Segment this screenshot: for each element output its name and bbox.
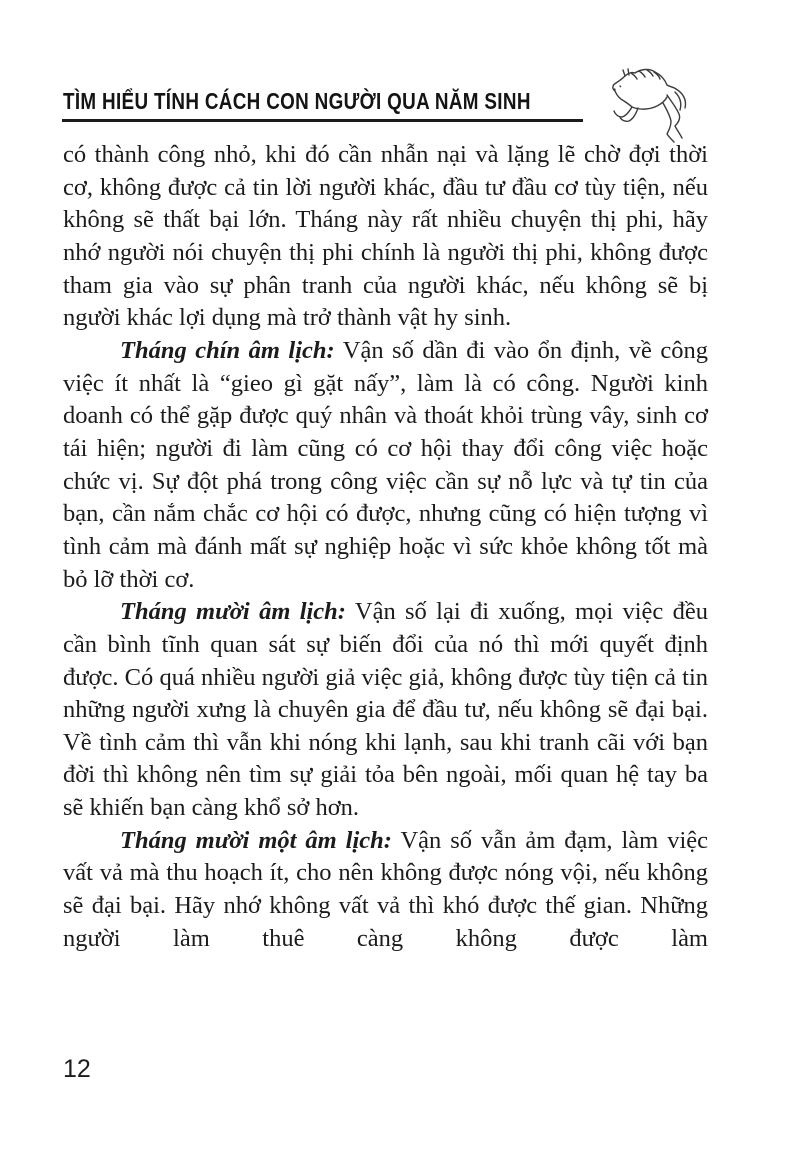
paragraph-lead: Tháng mười một âm lịch: (120, 826, 392, 854)
paragraph-text: có thành công nhỏ, khi đó cần nhẫn nại và lặng lẽ chờ đợi thời cơ, không được cả tin lời người khác, đầu tư đầu cơ tùy tiện, nếu không sẽ thất bại lớn. Tháng này rất nhiều chuyện thị phi, hãy nhớ người nói chuyện thị phi chính là người thị phi, không được tham gia vào sự phân tranh của người khác, nếu không sẽ bị người khác lợi dụng mà trở thành vật hy sinh. (63, 141, 708, 332)
paragraph-text: Vận số vẫn ảm đạm, làm việc vất vả mà thu hoạch ít, cho nên không được nóng vội, nếu không sẽ đại bại. Hãy nhớ không vất vả thì khó được thế gian. Những người làm thuê càng không được làm (63, 826, 709, 952)
page-number: 12 (63, 1055, 91, 1083)
paragraph-1 (63, 139, 708, 335)
paragraph-text: Vận số dần đi vào ổn định, về công việc ít nhất là “gieo gì gặt nấy”, làm là có công. Người kinh doanh có thể gặp được quý nhân và thoát khỏi trùng vây, sinh cơ tái hiện; người đi làm cũng có cơ hội thay đổi công việc hoặc chức vị. Sự đột phá trong công việc cần sự nỗ lực và tự tin của bạn, cần nắm chắc cơ hội có được, nhưng cũng có hiện tượng vì tình cảm mà đánh mất sự nghiệp hoặc vì sức khỏe không tốt mà bỏ lỡ thời cơ. (63, 336, 708, 593)
paragraph-3 (63, 596, 708, 825)
paragraph-4 (63, 825, 708, 956)
header-rule (62, 119, 583, 122)
paragraph-lead: Tháng mười âm lịch: (120, 598, 346, 626)
body-text (63, 139, 708, 955)
paragraph-text: Vận số lại đi xuống, mọi việc đều cần bình tĩnh quan sát sự biến đổi của nó thì mới quyết định được. Có quá nhiều người giả việc giả, không được tùy tiện cả tin những người xưng là chuyên gia để đầu tư, nếu không sẽ đại bại. Về tình cảm thì vẫn khi nóng khi lạnh, sau khi tranh cãi với bạn đời thì không nên tìm sự giải tỏa bên ngoài, mối quan hệ tay ba sẽ khiến bạn càng khổ sở hơn. (63, 598, 708, 822)
paragraph-lead: Tháng chín âm lịch: (120, 336, 335, 364)
paragraph-2 (63, 335, 708, 596)
horse-icon (601, 57, 691, 147)
page-header-title: TÌM HIỂU TÍNH CÁCH CON NGƯỜI QUA NĂM SINH (63, 88, 531, 114)
